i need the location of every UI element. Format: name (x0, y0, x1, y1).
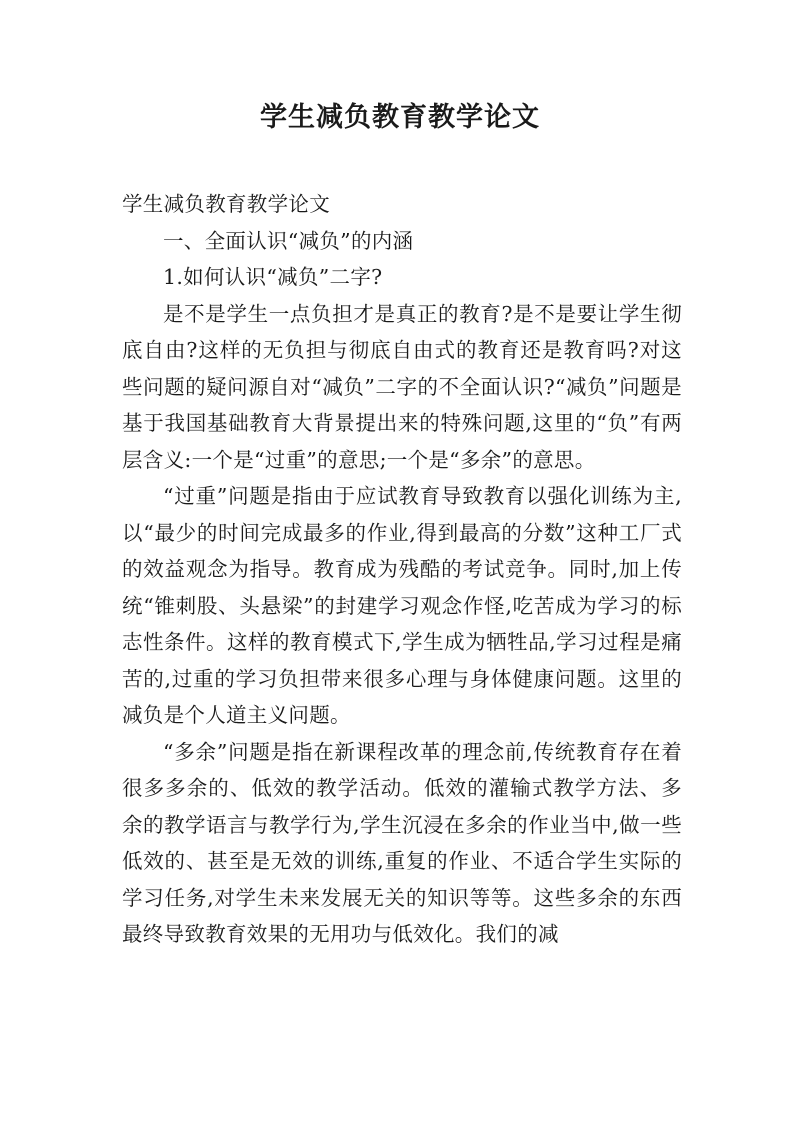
section-heading: 一、全面认识“减负”的内涵 (163, 228, 414, 253)
paragraph-1: 是不是学生一点负担才是真正的教育?是不是要让学生彻底自由?这样的无负担与彻底自由式的教育还是教育吗?对这些问题的疑问源自对“减负”二字的不全面认识?“减负”问题是基于我国基础教育大背景提出来的特殊问题,这里的“负”有两层含义:一个是“过重”的意思;一个是“多余”的意思。 (122, 301, 682, 472)
paragraph-2: “过重”问题是指由于应试教育导致教育以强化训练为主,以“最少的时间完成最多的作业,得到最高的分数”这种工厂式的效益观念为指导。教育成为残酷的考试竞争。同时,加上传统“锥刺股、头悬梁”的封建学习观念作怪,吃苦成为学习的标志性条件。这样的教育模式下,学生成为牺牲品,学习过程是痛苦的,过重的学习负担带来很多心理与身体健康问题。这里的减负是个人道主义问题。 (122, 484, 682, 727)
subtitle-line: 学生减负教育教学论文 (122, 192, 330, 216)
paragraph-3: “多余”问题是指在新课程改革的理念前,传统教育存在着很多多余的、低效的教学活动。低效的灌输式教学方法、多余的教学语言与教学行为,学生沉浸在多余的作业当中,做一些低效的、甚至是无效的训练,重复的作业、不适合学生实际的学习任务,对学生未来发展无关的知识等等。这些多余的东西最终导致教育效果的无用功与低效化。我们的减 (122, 739, 682, 946)
sub-heading: 1.如何认识“减负”二字? (163, 265, 383, 289)
document-title: 学生减负教育教学论文 (260, 102, 540, 133)
document-body (122, 186, 682, 953)
